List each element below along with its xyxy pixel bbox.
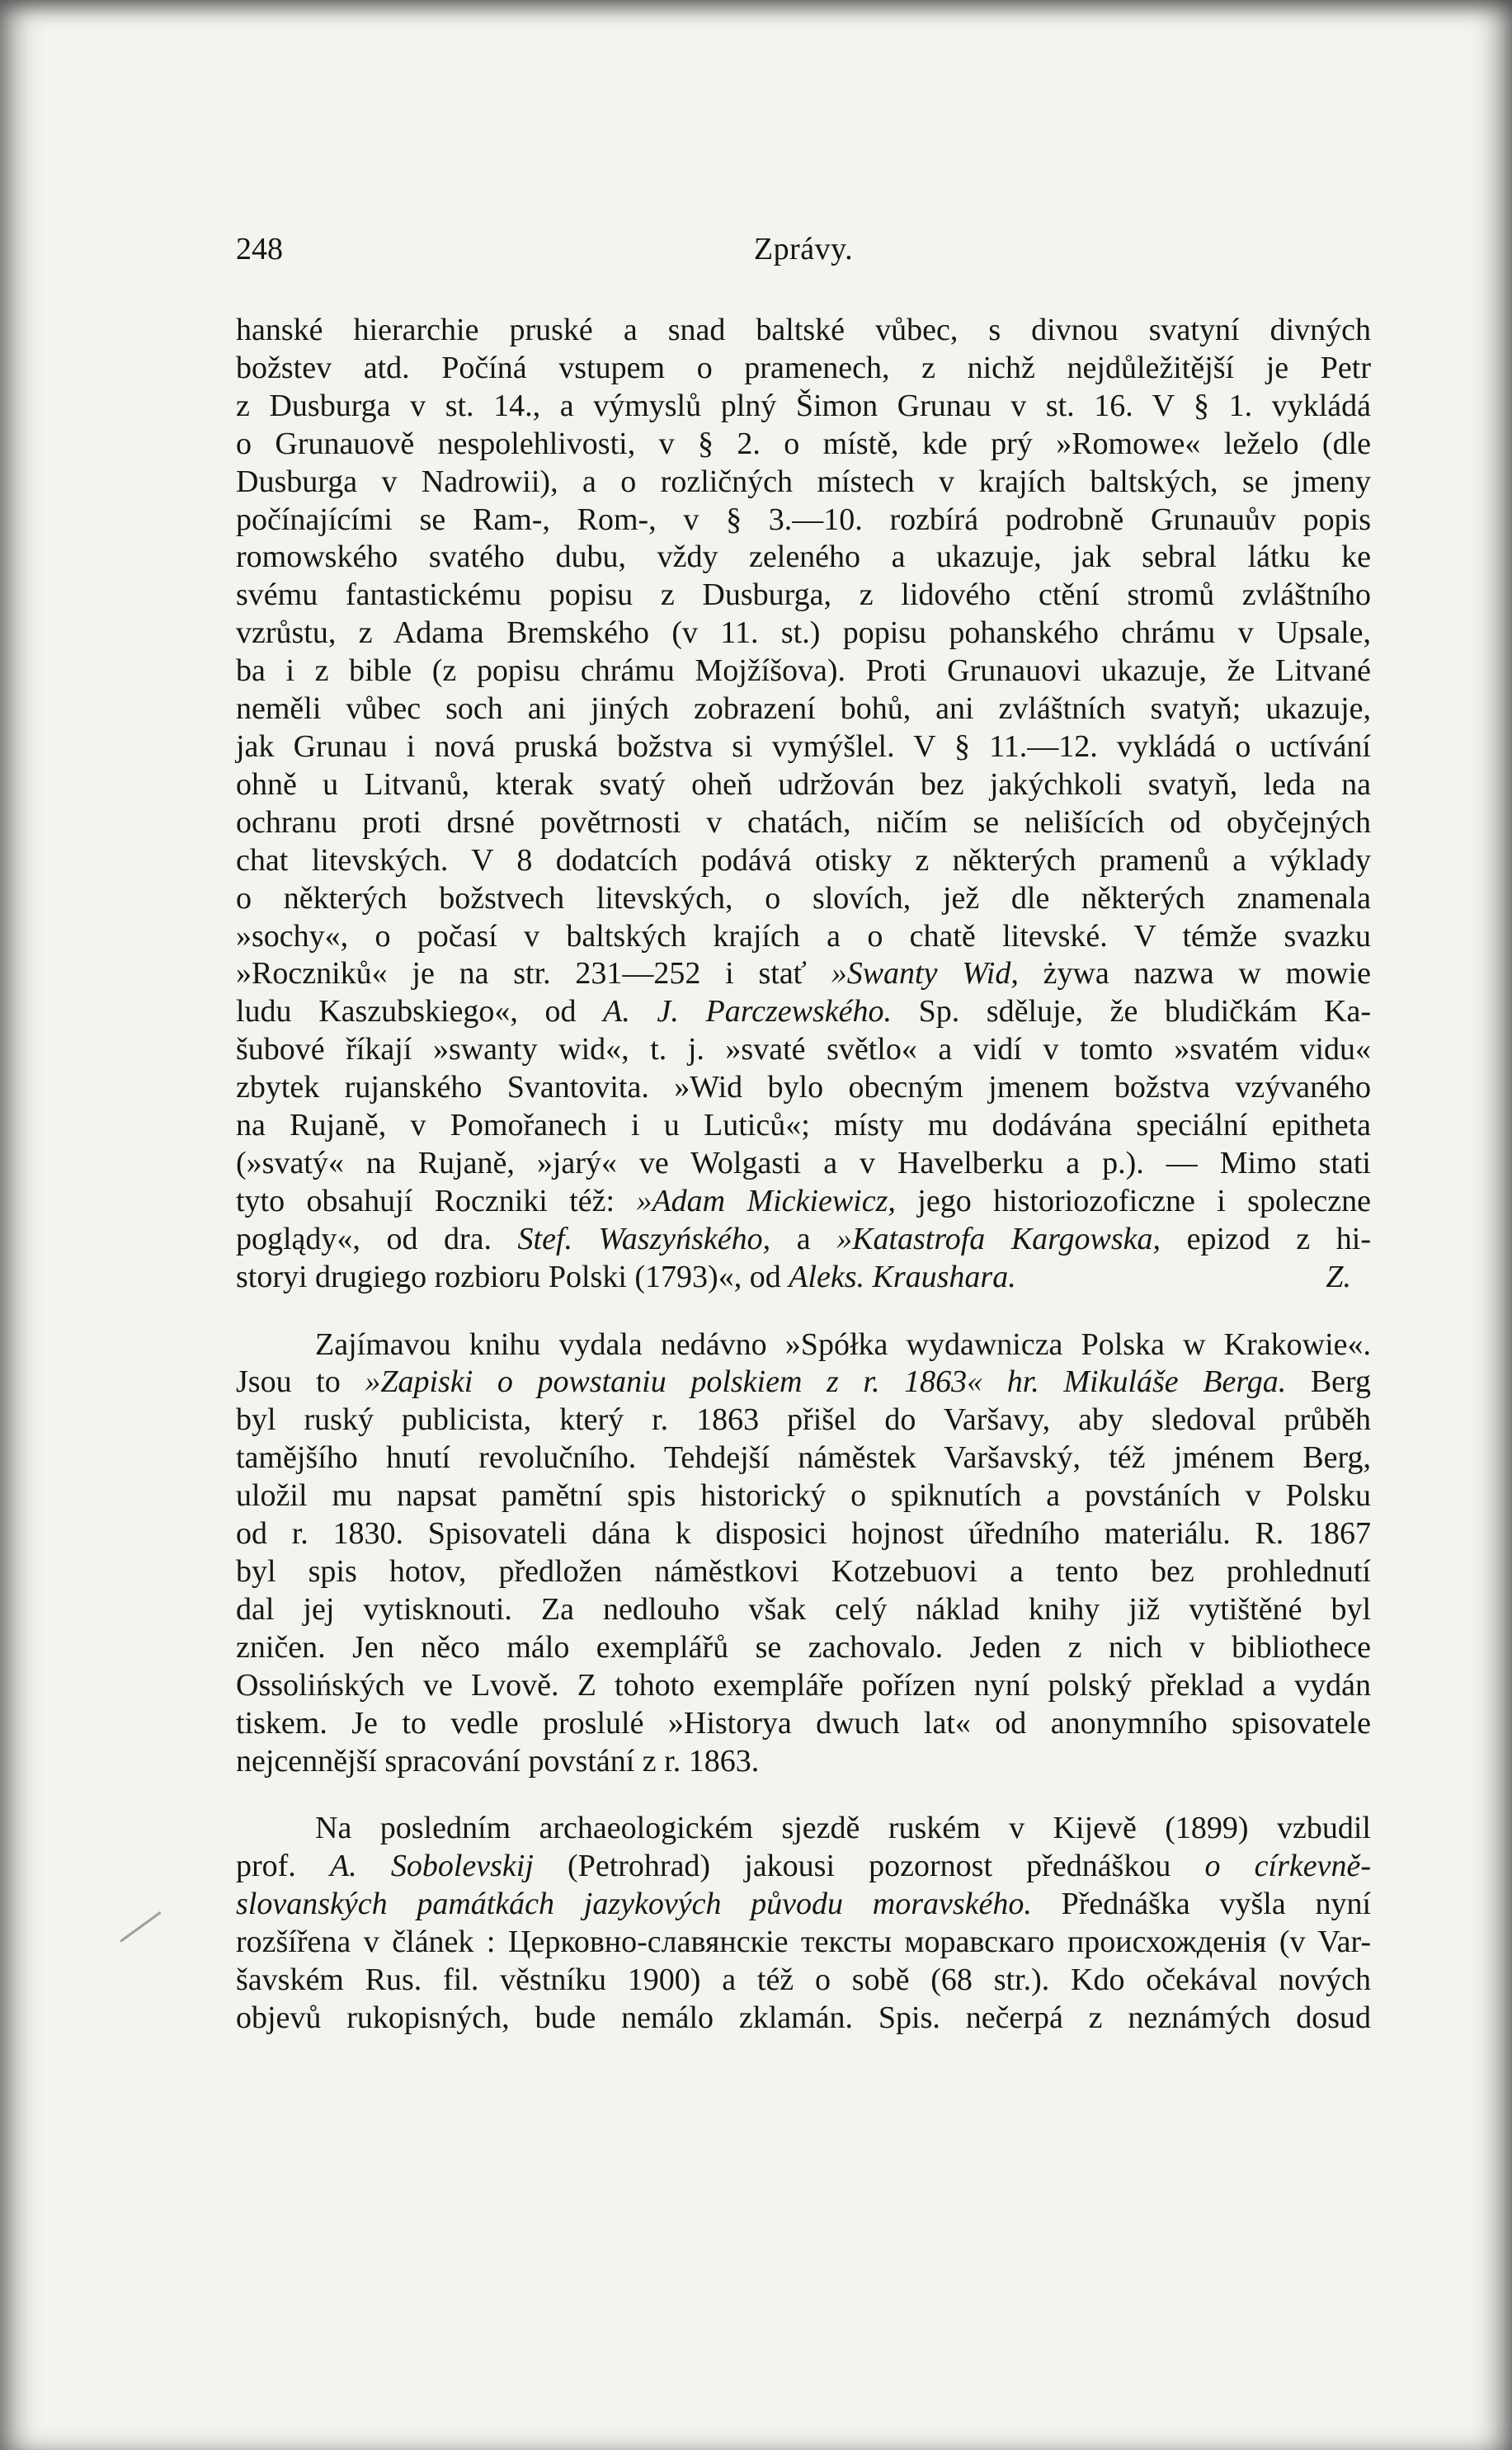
running-head: Zprávy. [753, 232, 854, 266]
text-line: Dusburga v Nadrowii), a o rozličných místech v krajích baltských, se jmeny [236, 464, 1371, 499]
paragraph-berg-book [236, 1326, 1371, 1781]
text-line: »sochy«, o počasí v baltských krajích a o chatě litevské. V témže svazku [236, 918, 1371, 954]
text-segment: rozšířena v článek : [236, 1925, 496, 1960]
text-line: objevů rukopisných, bude nemálo zklamán. Spis. nečerpá z neznámých dosud [236, 2000, 1371, 2035]
text-line: (»svatý« na Rujaně, »jarý« ve Wolgasti a v Havelberku a p.). — Mimo stati [236, 1145, 1371, 1180]
text-line: tiskem. Je to vedle proslulé »Historya dwuch lat« od anonymního spisovatele [236, 1705, 1371, 1741]
book-title: »Zapiski o powstaniu polskiem z r. 1863« [365, 1364, 983, 1400]
text-line: neměli vůbec soch ani jiných zobrazení bohů, ani zvláštních svatyň; ukazuje, [236, 691, 1371, 727]
text-line: dal jej vytisknouti. Za nedlouho však celý náklad knihy již vytištěné byl [236, 1591, 1371, 1627]
text-line: počínajícími se Ram-, Rom-, v § 3.—10. rozbírá podrobně Grunauův popis [236, 502, 1371, 537]
author-name: Stef. Waszyńského, [517, 1221, 771, 1256]
article-title: »Katastrofa Kargowska, [836, 1221, 1161, 1256]
text-line: hanské hierarchie pruské a snad baltské vůbec, s divnou svatyní divných [236, 313, 1371, 347]
article-title: »Swanty Wid, [831, 956, 1019, 992]
text-line: Na posledním archaeologickém sjezdě ruském v Kijevě (1899) vzbudil [315, 1811, 1371, 1846]
text-segment: »Roczniků« je na str. 231—252 i stať [236, 956, 807, 992]
text-segment: Jsou to [236, 1364, 341, 1400]
text-line [236, 1259, 1371, 1297]
text-line [236, 1886, 1371, 1924]
text-line [236, 1183, 1371, 1221]
author-name: A. Sobolevskij [329, 1849, 534, 1884]
text-segment: storyi drugiego rozbioru Polski (1793)«, od [236, 1259, 781, 1294]
text-line: Zajímavou knihu vydala nedávno »Spółka wydawnicza Polska w Krakowie«. [315, 1326, 1371, 1362]
page-number: 248 [236, 232, 283, 266]
text-segment: (v Var- [1279, 1925, 1372, 1960]
text-segment: żywa nazwa w mowie [1043, 956, 1371, 992]
author-name: hr. Mikuláše Berga. [1006, 1364, 1287, 1400]
paragraph-grunau-review [236, 312, 1371, 1297]
text-segment: a [796, 1221, 811, 1256]
text-line: uložil mu napsat pamětní spis historický o spiknutích a povstáních v Polsku [236, 1478, 1371, 1514]
text-line: šavském Rus. fil. věstníku 1900) a též o sobě (68 str.). Kdo očekával nových [236, 1962, 1371, 1998]
text-line: nejcennější spracování povstání z r. 1863. [236, 1743, 760, 1779]
text-line: o Grunauově nespolehlivosti, v § 2. o místě, kde prý »Romowe« leželo (dle [236, 426, 1371, 461]
text-line: vzrůstu, z Adama Bremského (v 11. st.) popisu pohanského chrámu v Upsale, [236, 615, 1371, 651]
text-segment: jego historiozoficzne i spoleczne [917, 1183, 1371, 1218]
text-line [236, 1221, 1371, 1259]
author-name: Aleks. Kraushara. [789, 1259, 1016, 1294]
body-text [236, 312, 1371, 2038]
article-title: »Adam Mickiewicz, [636, 1183, 896, 1218]
text-segment: (Petrohrad) jakousi pozornost přednáškou [568, 1849, 1171, 1884]
text-line: byl spis hotov, předložen náměstkovi Kotzebuovi a tento bez prohlednutí [236, 1554, 1371, 1589]
text-line: na Rujaně, v Pomořanech i u Luticů«; místy mu dodávána speciální epitheta [236, 1108, 1371, 1143]
text-line: byl ruský publicista, který r. 1863 přišel do Varšavy, aby sledoval průběh [236, 1402, 1371, 1438]
text-line: od r. 1830. Spisovateli dána k disposici hojnost úředního materiálu. R. 1867 [236, 1516, 1371, 1552]
text-line: zničen. Jen něco málo exemplářů se zachovalo. Jeden z nich v bibliothece [236, 1629, 1371, 1665]
text-line [236, 1364, 1371, 1402]
text-line: ochranu proti drsné povětrnosti v chatách, ničím se nelišících od obyčejných [236, 804, 1371, 840]
text-segment: Berg [1310, 1364, 1372, 1400]
lecture-title: o církevně- [1204, 1849, 1371, 1884]
text-segment: epizod z hi- [1186, 1221, 1371, 1256]
author-name: A. J. Parczewského. [603, 994, 892, 1029]
text-segment: poglądy«, od dra. [236, 1221, 492, 1256]
text-segment: ludu Kaszubskiego«, od [236, 994, 577, 1029]
text-line: tamějšího hnutí revolučního. Tehdejší náměstek Varšavský, též jménem Berg, [236, 1440, 1371, 1476]
text-line: zbytek rujanského Svantovita. »Wid bylo obecným jmenem božstva vzývaného [236, 1070, 1371, 1105]
text-line [236, 1924, 1371, 1962]
text-line: božstev atd. Počíná vstupem o pramenech, z nichž nejdůležitější je Petr [236, 350, 1371, 385]
text-line: chat litevských. V 8 dodatcích podává otisky z některých pramenů a výklady [236, 842, 1371, 878]
text-segment: Sp. sděluje, že bludičkám Ka- [918, 994, 1372, 1029]
russian-title: Церковно-славянскiе тексты моравскаго происхожденiя [508, 1925, 1267, 1960]
text-line: ba i z bible (z popisu chrámu Mojžíšova). Proti Grunauovi ukazuje, že Litvané [236, 653, 1371, 689]
text-line: jak Grunau i nová pruská božstva si vymýšlel. V § 11.—12. vykládá o uctívání [236, 728, 1371, 764]
text-line [236, 955, 1371, 993]
text-line: romowského svatého dubu, vždy zeleného a ukazuje, jak sebral látku ke [236, 539, 1371, 575]
text-line: o některých božstvech litevských, o slovích, jež dle některých znamenala [236, 880, 1371, 916]
text-segment: prof. [236, 1849, 296, 1884]
text-line: šubové říkají »swanty wid«, t. j. »svaté světlo« a vidí v tomto »svatém vidu« [236, 1032, 1371, 1067]
pencil-mark [120, 1911, 161, 1943]
text-line: Ossolińských ve Lvově. Z tohoto exempláře pořízen nyní polský překlad a vydán [236, 1667, 1371, 1703]
paragraph-sobolevskij [236, 1810, 1371, 2037]
lecture-title: slovanských památkách jazykových původu moravského. [236, 1887, 1032, 1922]
text-line [236, 993, 1371, 1031]
text-line: svému fantastickému popisu z Dusburga, z lidového ctění stromů zvláštního [236, 577, 1371, 613]
text-segment: Přednáška vyšla nyní [1061, 1887, 1372, 1922]
signature-initial: Z. [1326, 1259, 1351, 1294]
text-line [236, 1848, 1371, 1886]
text-segment [236, 1259, 1016, 1297]
text-segment: tyto obsahují Roczniki též: [236, 1183, 615, 1218]
text-line: z Dusburga v st. 14., a výmyslů plný Šimon Grunau v st. 16. V § 1. vykládá [236, 388, 1371, 423]
page-header [236, 231, 1371, 280]
text-line: ohně u Litvanů, kterak svatý oheň udržován bez jakýchkoli svatyň, leda na [236, 766, 1371, 802]
